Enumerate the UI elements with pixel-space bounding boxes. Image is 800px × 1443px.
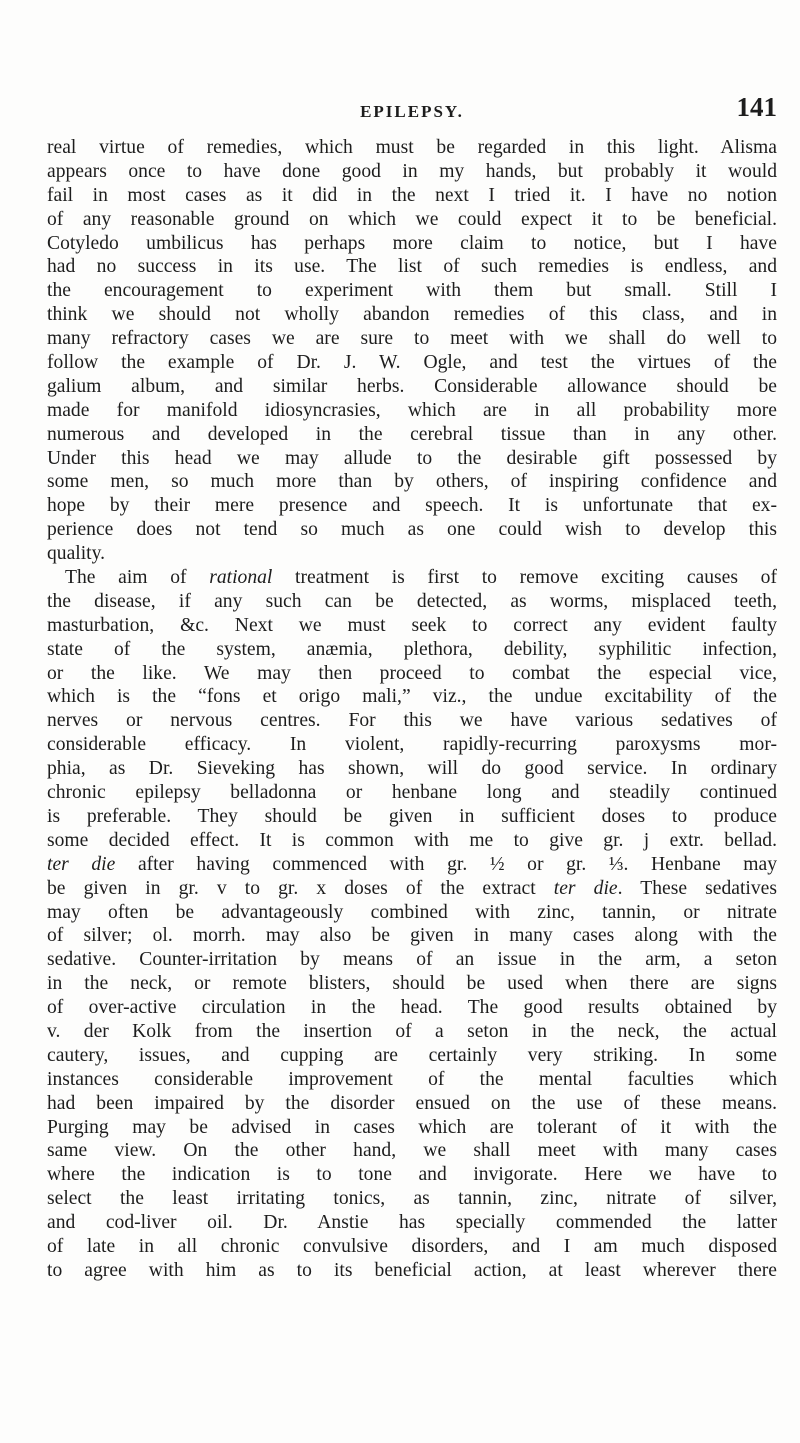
italic-term: rational (209, 567, 273, 589)
text-line: had been impaired by the disorder ensued on the use of these means. (47, 1092, 777, 1114)
text-line: Purging may be advised in cases which are tolerant of it with the (47, 1116, 777, 1138)
text-line: nerves or nervous centres. For this we have various sedatives of (47, 710, 777, 732)
text-line: galium album, and similar herbs. Considerable allowance should be (47, 375, 777, 397)
text-line: considerable efficacy. In violent, rapidly-recurring paroxysms mor- (47, 734, 777, 756)
running-title: EPILEPSY. (360, 102, 464, 121)
italic-term: ter die (47, 853, 116, 875)
text-line: v. der Kolk from the insertion of a seton in the neck, the actual (47, 1020, 777, 1042)
text-line: select the least irritating tonics, as tannin, zinc, nitrate of silver, (47, 1188, 777, 1210)
text-line: appears once to have done good in my hands, but probably it would (47, 160, 777, 182)
text-line: to agree with him as to its beneficial action, at least wherever there (47, 1259, 777, 1281)
text-line: and cod-liver oil. Dr. Anstie has specially commended the latter (47, 1212, 777, 1234)
text-line: had no success in its use. The list of such remedies is endless, and (47, 256, 777, 278)
text-line (47, 853, 777, 877)
text-line: Cotyledo umbilicus has perhaps more claim to notice, but I have (47, 232, 777, 254)
text-line: of silver; ol. morrh. may also be given in many cases along with the (47, 925, 777, 947)
italic-term: ter die (553, 877, 618, 899)
text-line: follow the example of Dr. J. W. Ogle, and test the virtues of the (47, 352, 777, 374)
text-line: the encouragement to experiment with them but small. Still I (47, 280, 777, 302)
text-line: which is the “fons et origo mali,” viz., the undue excitability of the (47, 686, 777, 708)
text-line: or the like. We may then proceed to combat the especial vice, (47, 662, 777, 684)
text-line: same view. On the other hand, we shall meet with many cases (47, 1140, 777, 1162)
text-line: of over-active circulation in the head. The good results obtained by (47, 997, 777, 1019)
text-line (47, 877, 777, 901)
text-line: chronic epilepsy belladonna or henbane long and steadily continued (47, 782, 777, 804)
text-line: state of the system, anæmia, plethora, debility, syphilitic infection, (47, 638, 777, 660)
text-line: cautery, issues, and cupping are certainly very striking. In some (47, 1044, 777, 1066)
running-head (47, 92, 777, 132)
text-line: sedative. Counter-irritation by means of an issue in the arm, a seton (47, 949, 777, 971)
text-line: perience does not tend so much as one could wish to develop this (47, 519, 777, 541)
text-line: quality. (47, 543, 106, 565)
text-line: numerous and developed in the cerebral tissue than in any other. (47, 423, 777, 445)
text-line: think we should not wholly abandon remedies of this class, and in (47, 304, 777, 326)
text-line: many refractory cases we are sure to meet with we shall do well to (47, 328, 777, 350)
text-run: be given in gr. v to gr. x doses of the extract (47, 877, 554, 899)
text-line: real virtue of remedies, which must be regarded in this light. Alisma (47, 137, 777, 158)
text-line: where the indication is to tone and invigorate. Here we have to (47, 1164, 777, 1186)
text-line: made for manifold idiosyncrasies, which are in all probability more (47, 399, 777, 421)
text-line: instances considerable improvement of the mental faculties which (47, 1068, 777, 1090)
page-number: 141 (736, 92, 777, 122)
text-run: The aim of (65, 567, 210, 589)
text-line: in the neck, or remote blisters, should be used when there are signs (47, 973, 777, 995)
text-line: may often be advantageously combined with zinc, tannin, or nitrate (47, 901, 777, 923)
text-line (47, 566, 777, 590)
text-line: hope by their mere presence and speech. It is unfortunate that ex- (47, 495, 777, 517)
text-run: treatment is first to remove exciting causes of (272, 567, 777, 589)
text-run: . These sedatives (617, 877, 777, 899)
text-line: fail in most cases as it did in the next I tried it. I have no notion (47, 184, 777, 206)
text-line: phia, as Dr. Sieveking has shown, will do good service. In ordinary (47, 758, 777, 780)
text-line: of late in all chronic convulsive disorders, and I am much disposed (47, 1235, 777, 1257)
text-run: after having commenced with gr. ½ or gr. ⅓. Henbane may (115, 853, 777, 875)
text-line: some decided effect. It is common with me to give gr. j extr. bellad. (47, 829, 777, 851)
text-line: of any reasonable ground on which we could expect it to be beneficial. (47, 208, 777, 230)
body-text (47, 136, 777, 1283)
text-line: masturbation, &c. Next we must seek to correct any evident faulty (47, 614, 777, 636)
text-line: is preferable. They should be given in sufficient doses to produce (47, 805, 777, 827)
text-line: the disease, if any such can be detected, as worms, misplaced teeth, (47, 590, 777, 612)
text-line: some men, so much more than by others, of inspiring confidence and (47, 471, 777, 493)
text-line: Under this head we may allude to the desirable gift possessed by (47, 447, 777, 469)
